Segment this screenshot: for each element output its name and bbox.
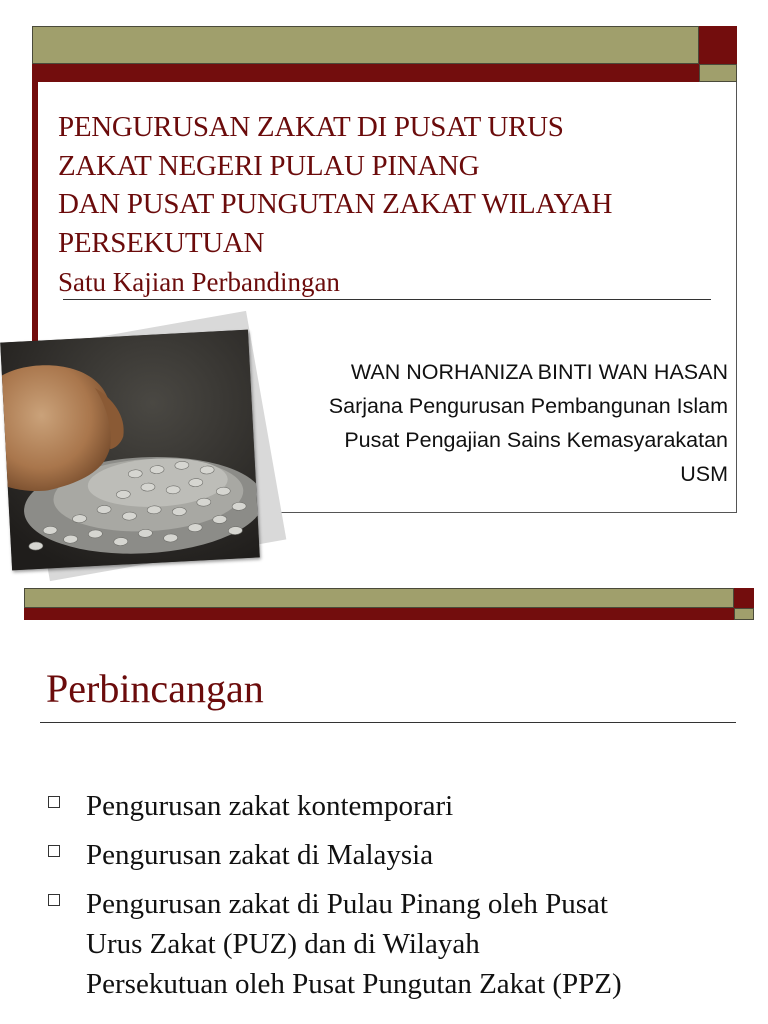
coins-jar-image [0,330,260,571]
slide-subtitle: Satu Kajian Perbandingan [58,267,340,297]
slide2-heading: Perbincangan [46,666,264,711]
slide2-olive-bar [24,588,734,608]
slide2-maroon-square [734,588,754,608]
slide2-olive-square [734,608,754,620]
title-line-1: PENGURUSAN ZAKAT DI PUSAT URUS [58,111,564,143]
title-divider [63,299,711,300]
title-line-4: PERSEKUTUAN [58,226,265,259]
bullet-text: Pengurusan zakat di Malaysia [86,839,434,871]
side-maroon-bar [32,82,38,352]
bullet-text-line-3: Persekutuan oleh Pusat Pungutan Zakat (PPZ) [86,968,622,1000]
slide-title [58,108,718,302]
zakat-coins-photo [6,318,282,580]
slide2-maroon-bar [24,608,734,620]
discussion-bullet-list [48,786,748,1013]
bullet-item [48,835,748,875]
bullet-text-line-2: Urus Zakat (PUZ) dan di Wilayah [86,928,480,960]
author-school: Pusat Pengajian Sains Kemasyarakatan [344,428,728,452]
title-line-2: ZAKAT NEGERI PULAU PINANG [58,149,480,182]
bullet-text-line-1: Pengurusan zakat di Pulau Pinang oleh Pusat [86,888,608,920]
author-name: WAN NORHANIZA BINTI WAN HASAN [350,360,728,384]
header-olive-bar [32,26,699,64]
heading-divider [40,722,736,723]
author-program: Sarjana Pengurusan Pembangunan Islam [328,394,728,418]
author-info [246,355,728,491]
author-university: USM [680,462,728,486]
header-olive-square [699,64,737,82]
bullet-item [48,786,748,826]
header-maroon-bar [32,64,699,82]
header-maroon-square [699,26,737,64]
square-bullet-icon [48,845,60,857]
coins-jar-illustration [0,330,260,571]
square-bullet-icon [48,796,60,808]
bullet-item [48,884,748,1004]
title-line-3: DAN PUSAT PUNGUTAN ZAKAT WILAYAH [58,188,613,220]
bullet-text: Pengurusan zakat kontemporari [86,790,454,822]
square-bullet-icon [48,894,60,906]
